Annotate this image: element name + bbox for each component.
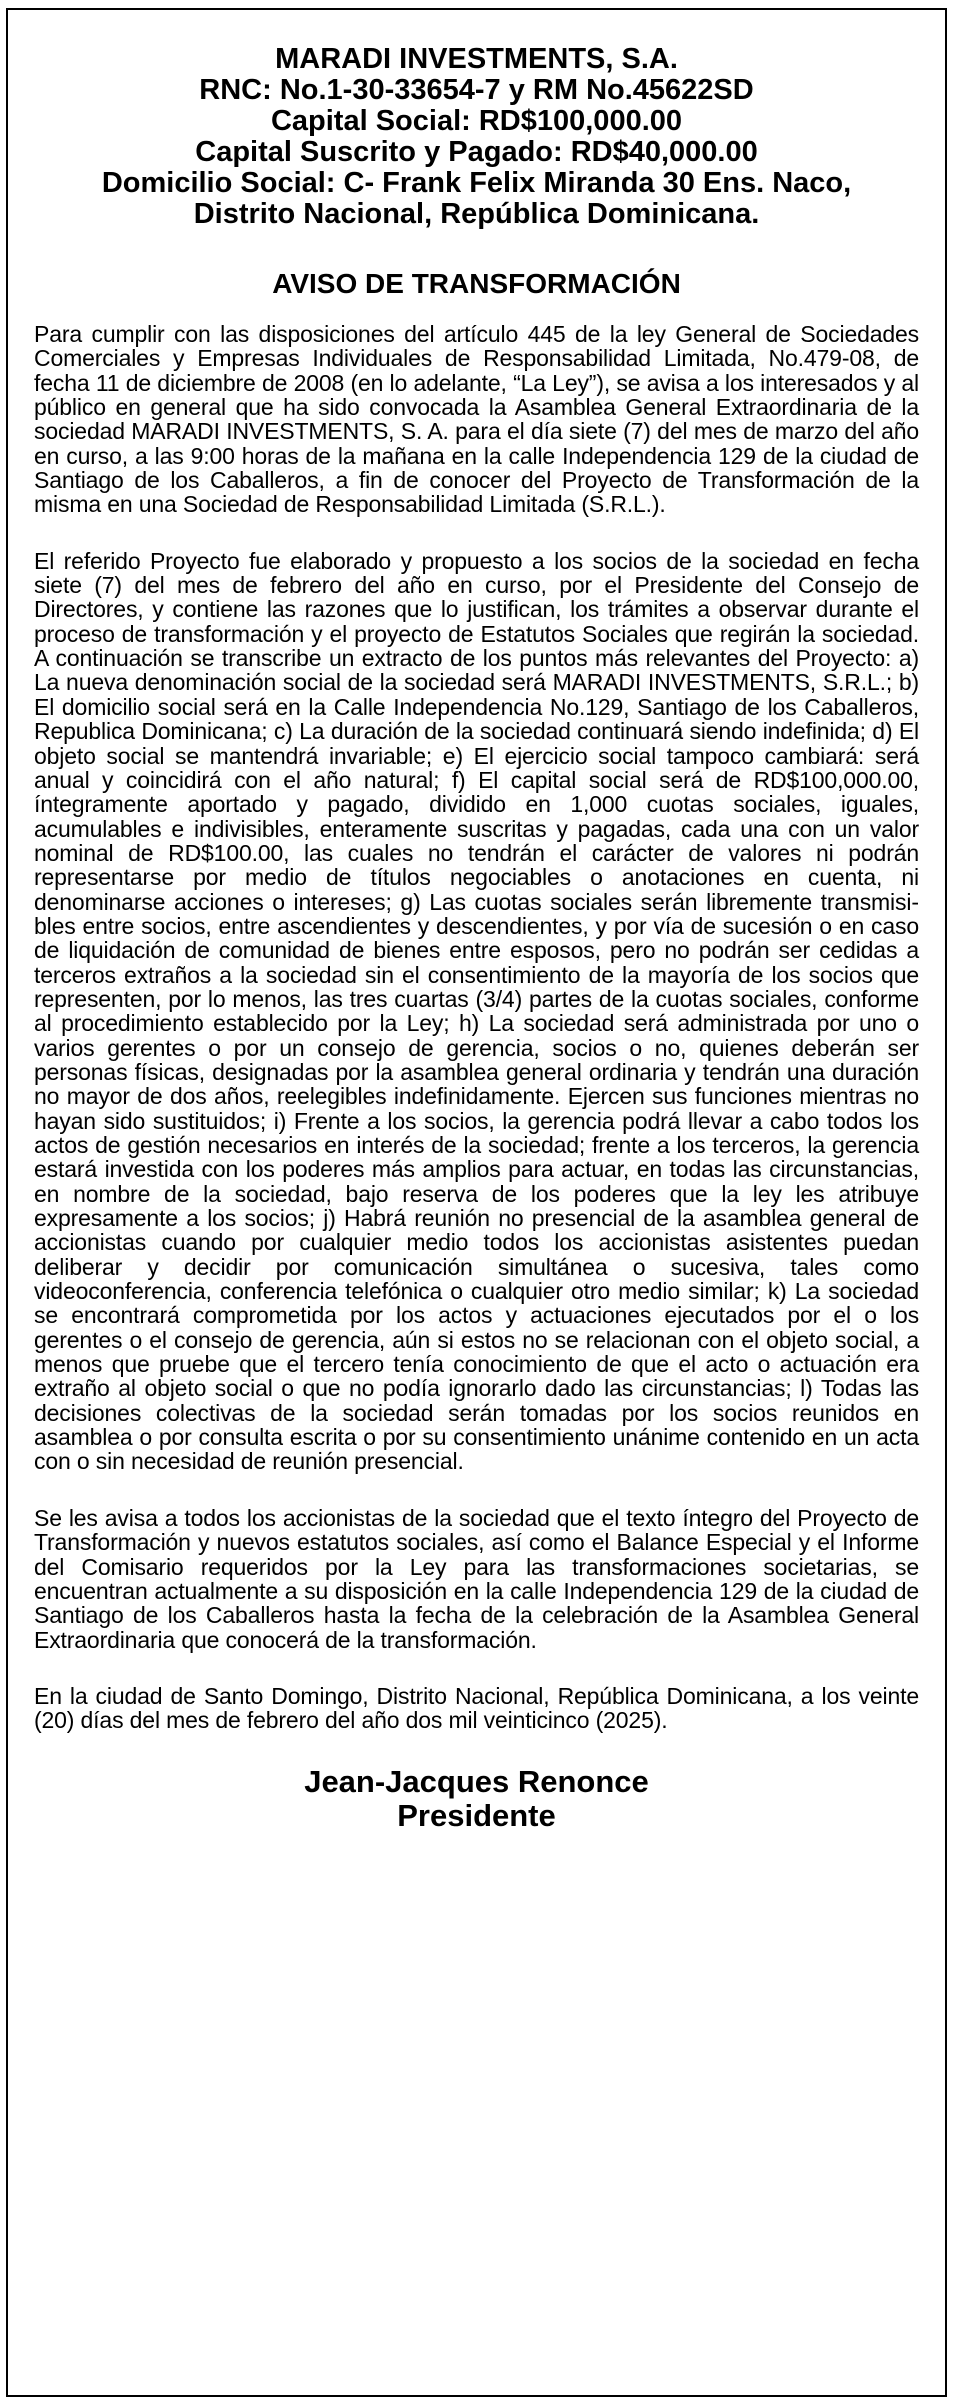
company-header <box>34 44 919 230</box>
domicilio-line-1: Domicilio Social: C- Frank Felix Miranda 30 Ens. Naco, <box>101 167 852 199</box>
company-name: MARADI INVESTMENTS, S.A. <box>275 43 678 75</box>
capital-social: Capital Social: RD$100,000.00 <box>270 105 683 137</box>
signature-block <box>34 1765 919 1833</box>
domicilio-line-2: Distrito Nacional, República Dominicana. <box>193 198 760 230</box>
paragraph-place-date: En la ciudad de Santo Domingo, Distrito Nacional, República Dominicana, a los veinte (20) días del mes de febrero del año dos mil veinticinco (2025). <box>34 1682 919 1734</box>
notice-box <box>6 8 947 2397</box>
paragraph-project-extract: El referido Proyecto fue elaborado y propuesto a los socios de la sociedad en fecha siete (7) del mes de febrero del año en curso, por el Presidente del Consejo de Directores, y contiene las razones que lo justifican, los trámites a observar durante el proceso de transformación y el proyecto de Estatutos Sociales que regirán la sociedad. A continuación se transcribe un extracto de los puntos más relevantes del Proyecto: a) La nueva denominación social de la sociedad será MARADI INVESTMENTS, S.R.L.; b) El domicilio social será en la Calle Independencia No.129, Santiago de los Caballeros, Republica Dominicana; c) La duración de la sociedad continuará siendo indefinida; d) El objeto social se mantendrá invariable; e) El ejercicio social tampoco cambiará: será anual y coincidirá con el año natural; f) El capital social será de RD$100,000.00, íntegramente aportado y pagado, dividido en 1,000 cuotas sociales, iguales, acumulables e indivisibles, enteramente suscritas y pagadas, cada una con un valor nominal de RD$100.00, las cuales no tendrán el carácter de valores ni podrán representarse por medio de títulos negociables o anotaciones en cuenta, ni denominarse acciones o intereses; g) Las cuotas sociales serán libremente transmisibles entre socios, entre ascendientes y descendientes, y por vía de sucesión o en caso de liquidación de comunidad de bienes entre esposos, pero no podrán ser cedidas a terceros extraños a la sociedad sin el consentimiento de la mayoría de los socios que representen, por lo menos, las tres cuartas (3/4) partes de la cuotas sociales, conforme al procedimiento establecido por la Ley; h) La sociedad será administrada por uno o varios gerentes o por un consejo de gerencia, socios o no, quienes deberán ser personas físicas, designadas por la asamblea general ordinaria y tendrán una duración no mayor de dos años, reelegibles indefinidamente. Ejercen sus funciones mientras no hayan sido sustituidos; i) Frente a los socios, la gerencia podrá llevar a cabo todos los actos de gestión necesarios en interés de la sociedad; frente a los terceros, la gerencia estará investida con los poderes más amplios para actuar, en todas las circunstancias, en nombre de la sociedad, bajo reserva de los poderes que la ley les atribuye expresamente a los socios; j) Habrá reunión no presencial de la asamblea general de accionistas cuando por cualquier medio todos los accionistas asistentes puedan deliberar y decidir por comunicación simultánea o sucesiva, tales como videoconferencia, conferencia telefónica o cualquier otro medio similar; k) La sociedad se encontrará comprometida por los actos y actuaciones ejecutados por el o los gerentes o el consejo de gerencia, aún si estos no se relacionan con el objeto social, a menos que pruebe que el tercero tenía conocimiento de que el acto o actuación era extraño al objeto social o que no podía ignorarlo dado las circunstancias; l) Todas las decisiones colectivas de la sociedad serán tomadas por los socios reunidos en asamblea o por consulta escrita o por su consentimiento unánime contenido en un acta con o sin necesidad de reunión presencial. <box>34 547 919 1475</box>
registry-numbers: RNC: No.1-30-33654-7 y RM No.45622SD <box>199 74 754 106</box>
paragraph-availability: Se les avisa a todos los accionistas de la sociedad que el texto íntegro del Proyecto de Transformación y nuevos estatutos sociales, así como el Balance Especial y el Informe del Comisario requeridos por la Ley para las transformaciones societarias, se encuentran actualmente a su disposición en la calle Independencia 129 de la ciudad de Santiago de los Caballeros hasta la fecha de la celebración de la Asamblea General Extraordinaria que conocerá de la transformación. <box>34 1504 919 1653</box>
capital-suscrito: Capital Suscrito y Pagado: RD$40,000.00 <box>195 136 758 168</box>
notice-title: AVISO DE TRANSFORMACIÓN <box>272 268 681 299</box>
signatory-role: Presidente <box>397 1797 556 1833</box>
paragraph-convocation: Para cumplir con las disposiciones del artículo 445 de la ley General de Sociedades Comerciales y Empresas Individuales de Responsabilidad Limitada, No.479-08, de fecha 11 de diciembre de 2008 (en lo adelante, “La Ley”), se avisa a los interesados y al público en general que ha sido convocada la Asamblea General Extraordinaria de la sociedad MARADI INVESTMENTS, S. A. para el día siete (7) del mes de marzo del año en curso, a las 9:00 horas de la mañana en la calle Independencia 129 de la ciudad de Santiago de los Caballeros, a fin de conocer del Proyecto de Transformación de la misma en una Sociedad de Responsabilidad Limitada (S.R.L.). <box>34 321 919 518</box>
signatory-name: Jean-Jacques Renonce <box>304 1763 649 1799</box>
